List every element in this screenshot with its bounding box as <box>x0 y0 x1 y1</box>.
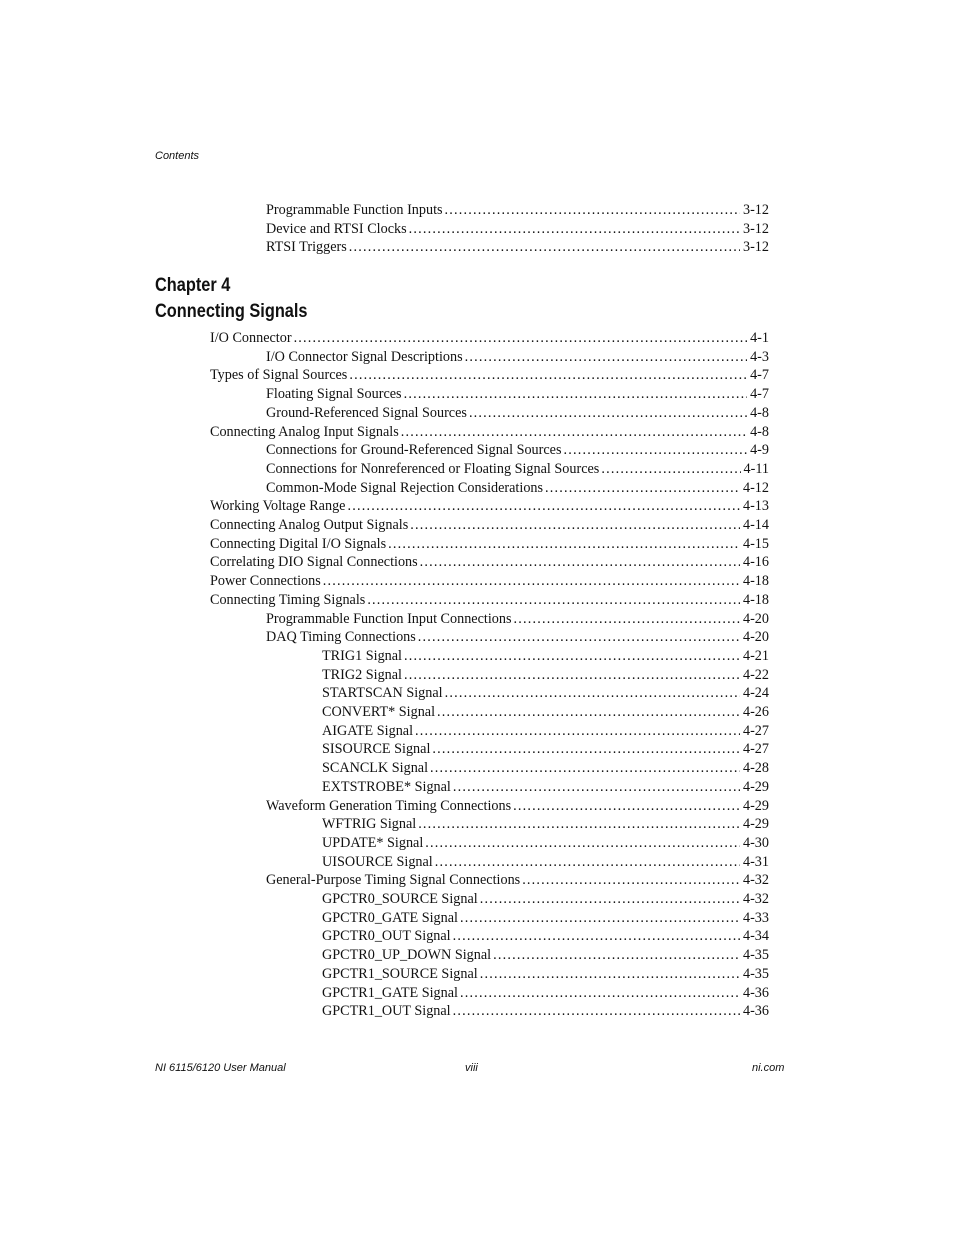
toc-entry-title: Common-Mode Signal Rejection Considerations <box>266 479 544 496</box>
toc-dot-leader <box>545 479 740 497</box>
toc-entry[interactable] <box>322 740 769 758</box>
toc-entry-page: 4-9 <box>750 442 769 459</box>
toc-entry-page: 3-12 <box>742 239 769 256</box>
toc-entry-page: 4-8 <box>750 404 769 421</box>
toc-entry-title: Connections for Nonreferenced or Floating Signal Sources <box>266 460 600 477</box>
toc-entry-page: 4-36 <box>742 984 769 1001</box>
toc-dot-leader <box>404 385 748 403</box>
toc-entry-page: 4-21 <box>742 647 769 664</box>
toc-dot-leader <box>418 628 740 646</box>
toc-entry-title: I/O Connector <box>210 330 292 346</box>
toc-entry[interactable] <box>322 984 769 1002</box>
toc-entry-page: 4-36 <box>742 1003 769 1020</box>
toc-entry[interactable] <box>322 722 769 740</box>
toc-entry-title: GPCTR1_GATE Signal <box>322 984 458 1001</box>
toc-entry-page: 4-7 <box>750 386 769 403</box>
toc-entry[interactable] <box>266 610 769 628</box>
toc-dot-leader <box>349 238 740 256</box>
toc-entry-page: 4-27 <box>742 741 769 758</box>
toc-entry[interactable] <box>266 220 769 238</box>
chapter-heading <box>155 273 308 325</box>
toc-entry[interactable] <box>322 909 769 927</box>
toc-entry-page: 4-31 <box>742 853 769 870</box>
toc-entry[interactable] <box>210 591 769 609</box>
toc-entry[interactable] <box>266 404 769 422</box>
toc-entry-title: Connections for Ground-Referenced Signal Sources <box>266 442 562 459</box>
toc-entry[interactable] <box>210 366 769 384</box>
toc-entry-title: SCANCLK Signal <box>322 760 429 777</box>
toc-entry-page: 4-27 <box>742 722 769 739</box>
toc-entry[interactable] <box>322 890 769 908</box>
toc-entry-title: Connecting Timing Signals <box>210 591 366 608</box>
toc-dot-leader <box>445 201 740 219</box>
toc-entry-title: TRIG1 Signal <box>322 647 402 664</box>
toc-entry-page: 4-12 <box>742 479 769 496</box>
toc-entry-page: 4-13 <box>742 498 769 515</box>
toc-entry[interactable] <box>322 965 769 983</box>
toc-entry-title: Programmable Function Inputs <box>266 202 443 218</box>
toc-entry-title: Types of Signal Sources <box>210 367 348 384</box>
footer-manual-title: NI 6115/6120 User Manual <box>155 1062 286 1074</box>
toc-dot-leader <box>430 759 740 777</box>
toc-entry[interactable] <box>266 628 769 646</box>
toc-entry-title: GPCTR1_SOURCE Signal <box>322 965 478 982</box>
toc-entry[interactable] <box>322 1002 769 1020</box>
toc-entry-title: GPCTR1_OUT Signal <box>322 1003 451 1020</box>
toc-entry-title: UPDATE* Signal <box>322 834 424 851</box>
toc-dot-leader <box>460 984 740 1002</box>
toc-dot-leader <box>410 516 740 534</box>
running-head: Contents <box>155 150 200 162</box>
toc-dot-leader <box>347 497 740 515</box>
footer-website: ni.com <box>752 1062 785 1074</box>
toc-dot-leader <box>469 404 747 422</box>
toc-entry-title: GPCTR0_UP_DOWN Signal <box>322 947 492 964</box>
toc-entry-page: 3-12 <box>742 220 769 237</box>
toc-entry-page: 4-1 <box>750 330 769 346</box>
toc-entry-page: 4-28 <box>742 760 769 777</box>
toc-dot-leader <box>480 965 740 983</box>
toc-dot-leader <box>404 666 740 684</box>
chapter-title: Connecting Signals <box>155 301 308 322</box>
toc-entry-page: 4-7 <box>750 367 769 384</box>
toc-entry-page: 4-29 <box>742 778 769 795</box>
toc-entry-title: Connecting Analog Output Signals <box>210 517 409 533</box>
toc-entry-title: AIGATE Signal <box>322 722 414 739</box>
chapter-label: Chapter 4 <box>155 275 231 296</box>
toc-entry-title: RTSI Triggers <box>266 239 347 256</box>
toc-entry-page: 4-32 <box>742 872 769 889</box>
toc-entry-page: 4-35 <box>742 947 769 964</box>
toc-entry[interactable] <box>266 797 769 815</box>
toc-entry-title: STARTSCAN Signal <box>322 685 443 702</box>
toc-dot-leader <box>388 535 740 553</box>
toc-entry-page: 4-33 <box>742 909 769 926</box>
toc-dot-leader <box>432 740 740 758</box>
toc-dot-leader <box>415 722 740 740</box>
toc-entry-page: 4-18 <box>742 573 769 590</box>
toc-dot-leader <box>409 220 740 238</box>
toc-dot-leader <box>453 778 740 796</box>
toc-entry-page: 4-22 <box>742 666 769 683</box>
toc-entry-title: Connecting Analog Input Signals <box>210 423 399 440</box>
toc-entry-page: 4-8 <box>750 423 769 440</box>
toc-dot-leader <box>601 460 740 478</box>
toc-entry-page: 4-18 <box>742 591 769 608</box>
toc-entry[interactable] <box>210 497 769 515</box>
toc-entry[interactable] <box>266 348 769 366</box>
toc-entry-title: UISOURCE Signal <box>322 853 433 870</box>
toc-entry-title: Floating Signal Sources <box>266 386 402 403</box>
toc-entry[interactable] <box>266 479 769 497</box>
toc-entry[interactable] <box>266 385 769 403</box>
toc-entry[interactable] <box>322 853 769 871</box>
toc-dot-leader <box>513 797 740 815</box>
toc-dot-leader <box>437 703 740 721</box>
toc-entry-page: 4-3 <box>750 348 769 365</box>
toc-dot-leader <box>514 610 740 628</box>
toc-entry-title: Device and RTSI Clocks <box>266 220 407 237</box>
toc-entry[interactable] <box>210 535 769 553</box>
toc-entry[interactable] <box>266 871 769 889</box>
toc-entry-title: WFTRIG Signal <box>322 816 417 833</box>
toc-entry-page: 4-29 <box>742 797 769 814</box>
toc-entry-page: 4-26 <box>742 704 769 720</box>
toc-dot-leader <box>401 423 747 441</box>
toc-entry-title: CONVERT* Signal <box>322 704 436 720</box>
toc-dot-leader <box>445 684 740 702</box>
toc-entry[interactable] <box>210 553 769 571</box>
toc-entry-title: Programmable Function Input Connections <box>266 610 512 627</box>
toc-entry-title: SISOURCE Signal <box>322 741 431 758</box>
toc-entry-title: Ground-Referenced Signal Sources <box>266 404 467 421</box>
toc-entry[interactable] <box>322 815 769 833</box>
toc-entry[interactable] <box>322 946 769 964</box>
toc-dot-leader <box>493 946 740 964</box>
toc-entry-title: Correlating DIO Signal Connections <box>210 554 418 571</box>
toc-entry-page: 4-30 <box>742 834 769 851</box>
toc-entry-title: I/O Connector Signal Descriptions <box>266 348 463 365</box>
toc-entry-title: TRIG2 Signal <box>322 666 402 683</box>
toc-entry-page: 4-16 <box>742 554 769 571</box>
toc-entry-title: GPCTR0_GATE Signal <box>322 909 458 926</box>
toc-entry-title: GPCTR0_OUT Signal <box>322 928 451 945</box>
toc-entry[interactable] <box>266 441 769 459</box>
toc-dot-leader <box>323 572 740 590</box>
toc-dot-leader <box>420 553 740 571</box>
toc-dot-leader <box>418 815 740 833</box>
toc-entry-page: 3-12 <box>742 202 769 218</box>
toc-entry[interactable] <box>322 927 769 945</box>
toc-dot-leader <box>522 871 740 889</box>
toc-entry-title: DAQ Timing Connections <box>266 629 416 646</box>
toc-entry[interactable] <box>322 759 769 777</box>
toc-dot-leader <box>564 441 748 459</box>
toc-dot-leader <box>367 591 740 609</box>
toc-entry[interactable] <box>322 666 769 684</box>
toc-entry-title: Power Connections <box>210 573 321 590</box>
toc-dot-leader <box>460 909 740 927</box>
toc-entry-page: 4-20 <box>742 629 769 646</box>
toc-entry-page: 4-24 <box>742 685 769 702</box>
toc-dot-leader <box>425 834 740 852</box>
toc-dot-leader <box>453 927 740 945</box>
toc-entry-page: 4-29 <box>742 816 769 833</box>
toc-entry-title: EXTSTROBE* Signal <box>322 778 451 795</box>
toc-entry-page: 4-15 <box>742 535 769 552</box>
toc-entry-page: 4-20 <box>742 610 769 627</box>
footer-page-number: viii <box>465 1062 478 1074</box>
toc-entry[interactable] <box>322 647 769 665</box>
toc-entry-title: Connecting Digital I/O Signals <box>210 535 387 552</box>
toc-entry[interactable] <box>322 703 769 721</box>
toc-dot-leader <box>404 647 740 665</box>
toc-entry[interactable] <box>322 684 769 702</box>
toc-entry-page: 4-34 <box>742 928 769 945</box>
toc-dot-leader <box>435 853 740 871</box>
toc-dot-leader <box>294 329 748 347</box>
toc-entry[interactable] <box>210 329 769 347</box>
toc-entry[interactable] <box>322 834 769 852</box>
toc-dot-leader <box>349 366 747 384</box>
toc-entry[interactable] <box>266 201 769 219</box>
toc-entry[interactable] <box>210 423 769 441</box>
toc-entry[interactable] <box>322 778 769 796</box>
toc-entry-title: GPCTR0_SOURCE Signal <box>322 891 478 907</box>
toc-entry[interactable] <box>210 572 769 590</box>
toc-entry[interactable] <box>210 516 769 534</box>
toc-entry-title: Waveform Generation Timing Connections <box>266 797 512 814</box>
toc-entry-page: 4-14 <box>742 517 769 533</box>
toc-dot-leader <box>480 890 740 908</box>
toc-entry-page: 4-35 <box>742 965 769 982</box>
toc-entry-title: General-Purpose Timing Signal Connections <box>266 872 521 889</box>
toc-dot-leader <box>465 348 747 366</box>
toc-dot-leader <box>453 1002 740 1020</box>
toc-entry-page: 4-11 <box>743 460 769 477</box>
toc-entry-page: 4-32 <box>742 891 769 907</box>
toc-entry[interactable] <box>266 460 769 478</box>
toc-entry[interactable] <box>266 238 769 256</box>
toc-entry-title: Working Voltage Range <box>210 498 346 515</box>
